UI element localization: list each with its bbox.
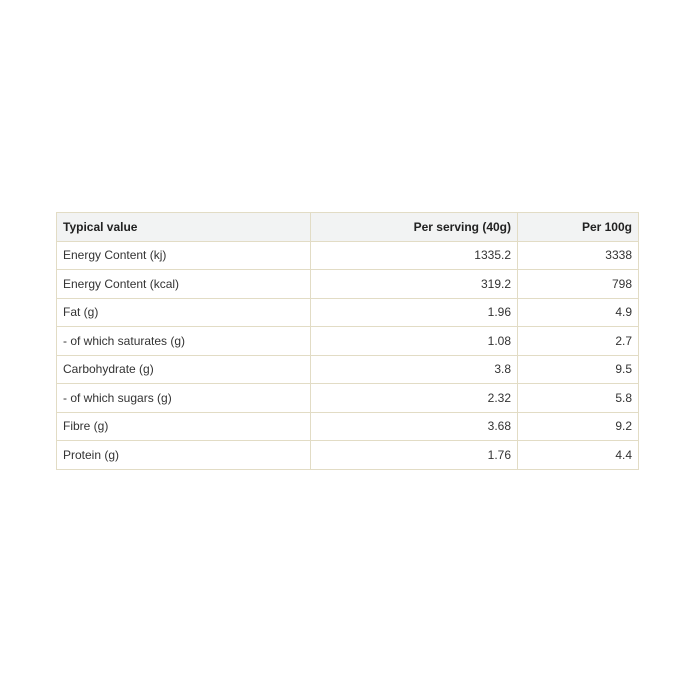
table-row xyxy=(57,327,639,356)
header-per-serving: Per serving (40g) xyxy=(311,213,518,242)
table-row xyxy=(57,355,639,384)
row-per-serving: 2.32 xyxy=(311,384,518,413)
row-per-serving: 1335.2 xyxy=(311,241,518,270)
row-per-serving: 3.68 xyxy=(311,412,518,441)
row-label: Protein (g) xyxy=(57,441,311,470)
table-row xyxy=(57,412,639,441)
row-per-serving: 1.08 xyxy=(311,327,518,356)
row-per-100g: 9.5 xyxy=(518,355,639,384)
nutrition-table xyxy=(56,212,639,470)
row-per-serving: 319.2 xyxy=(311,270,518,299)
row-per-serving: 1.96 xyxy=(311,298,518,327)
table-row xyxy=(57,384,639,413)
row-per-100g: 4.9 xyxy=(518,298,639,327)
row-label: Carbohydrate (g) xyxy=(57,355,311,384)
header-typical-value: Typical value xyxy=(57,213,311,242)
table-row xyxy=(57,241,639,270)
row-per-serving: 1.76 xyxy=(311,441,518,470)
row-per-100g: 5.8 xyxy=(518,384,639,413)
table-row xyxy=(57,441,639,470)
row-label: Energy Content (kj) xyxy=(57,241,311,270)
table-row xyxy=(57,298,639,327)
row-label: Fibre (g) xyxy=(57,412,311,441)
row-per-100g: 2.7 xyxy=(518,327,639,356)
row-per-100g: 4.4 xyxy=(518,441,639,470)
table-header-row xyxy=(57,213,639,242)
row-per-100g: 9.2 xyxy=(518,412,639,441)
row-label: - of which saturates (g) xyxy=(57,327,311,356)
table-row xyxy=(57,270,639,299)
row-label: Fat (g) xyxy=(57,298,311,327)
row-per-serving: 3.8 xyxy=(311,355,518,384)
header-per-100g: Per 100g xyxy=(518,213,639,242)
row-label: - of which sugars (g) xyxy=(57,384,311,413)
row-label: Energy Content (kcal) xyxy=(57,270,311,299)
row-per-100g: 798 xyxy=(518,270,639,299)
row-per-100g: 3338 xyxy=(518,241,639,270)
